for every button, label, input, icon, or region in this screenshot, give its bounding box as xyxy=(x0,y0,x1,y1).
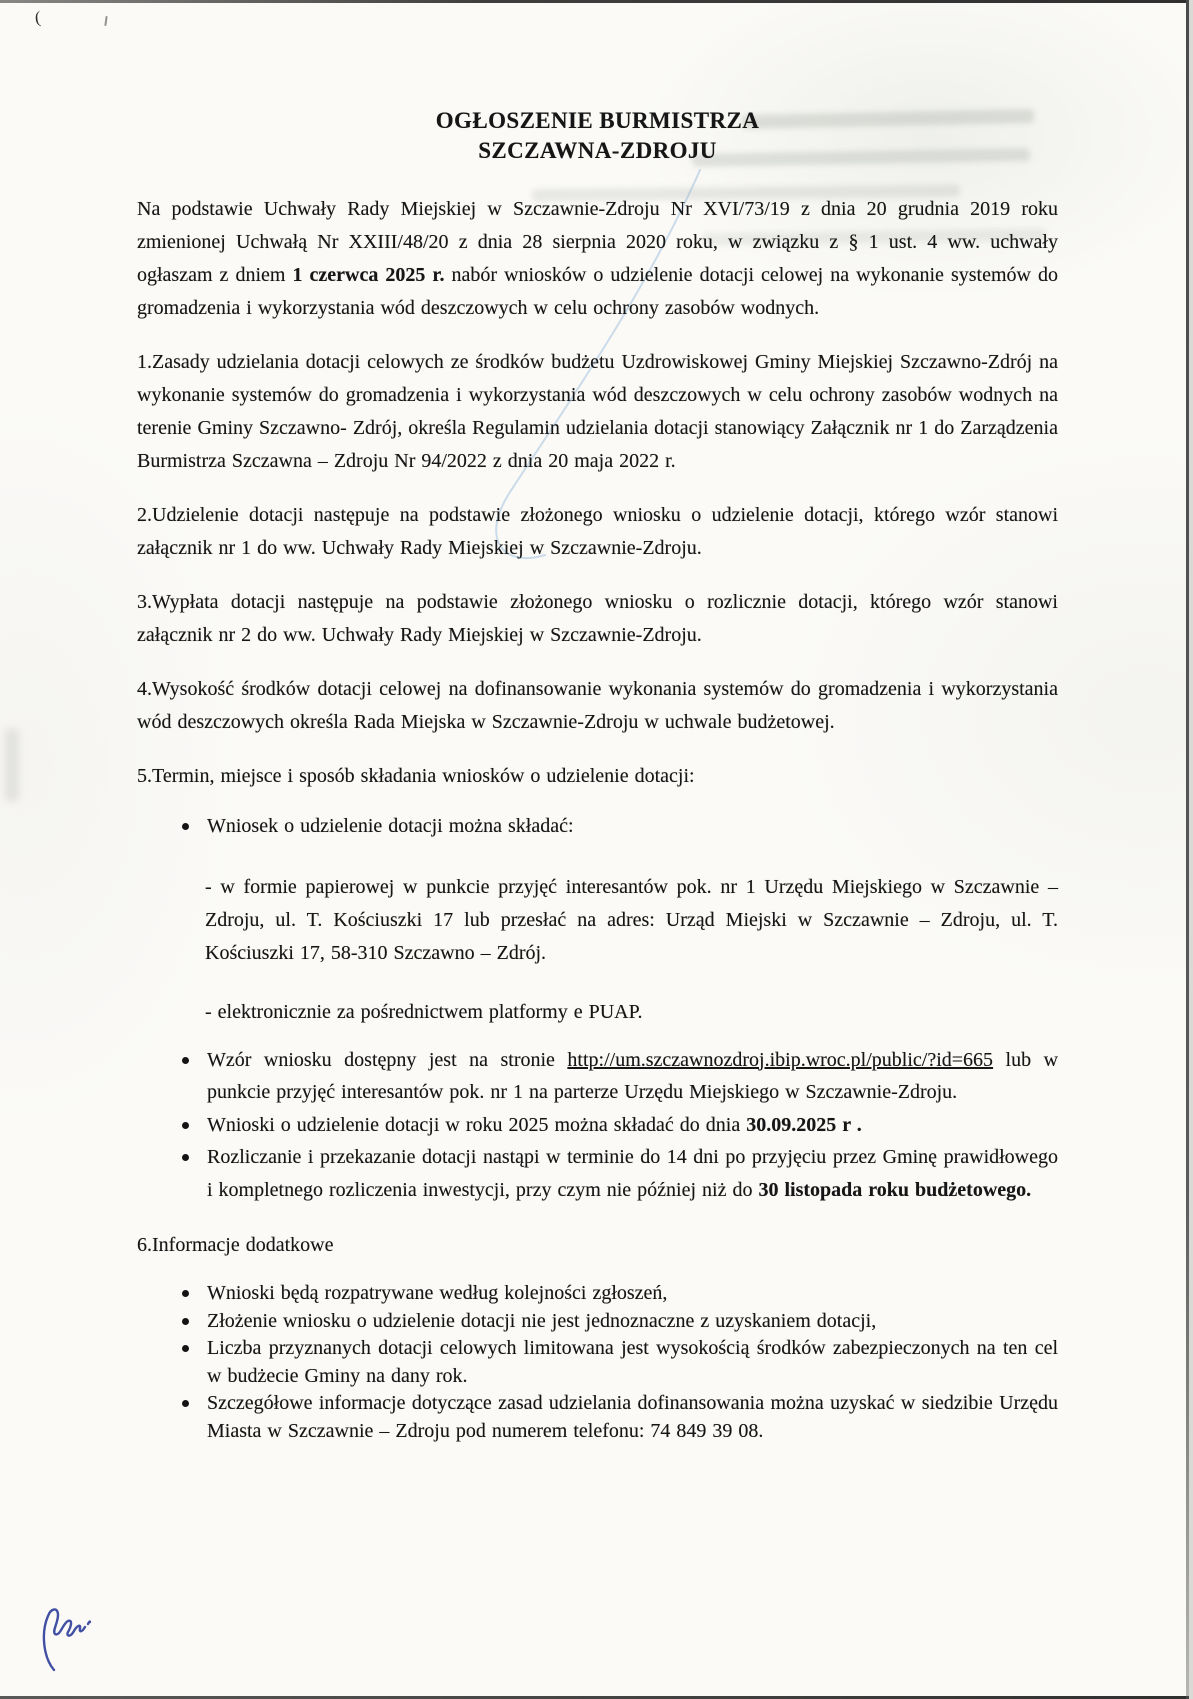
section-4-amount: 4.Wysokość środków dotacji celowej na dofinansowanie wykonania systemów do gromadzenia i wykorzystania wód deszczowych określa Rada Miejska w Szczawnie-Zdroju w uchwale budżetowej. xyxy=(137,678,1058,733)
bullet-submit-text: Wniosek o udzielenie dotacji można składać: xyxy=(207,815,574,837)
info-bullet-order: Wnioski będą rozpatrywane według kolejności zgłoszeń, xyxy=(137,1280,1058,1308)
intro-text-cont: nabór wniosków o udzielenie dotacji celowej na wykonanie systemów do gromadzenia i wykorzystania wód deszczowych w celu ochrony zasobów wodnych. xyxy=(137,264,1058,319)
scan-edge-right-line xyxy=(1186,0,1189,1699)
scan-smudge xyxy=(5,728,19,802)
title-line-2: SZCZAWNA-ZDROJU xyxy=(478,138,717,163)
info-bullet-limit: Liczba przyznanych dotacji celowych limitowana jest wysokością środków zabezpieczonych na ten cel w budżecie Gminy na dany rok. xyxy=(137,1335,1058,1390)
deadline-text: Wnioski o udzielenie dotacji w roku 2025 można składać do dnia xyxy=(207,1113,747,1136)
intro-text: Na podstawie Uchwały Rady Miejskiej w Szczawnie-Zdroju Nr XVI/73/19 z dnia 20 grudnia 2019 roku zmienionej Uchwałą Nr XXIII/48/20 z dnia 28 sierpnia 2020 roku, w związku z § 1 ust. 4 ww. uchwały ogłaszam z dniem xyxy=(137,198,1058,286)
template-text: Wzór wniosku dostępny jest na stronie xyxy=(207,1048,568,1071)
announcement-date: 1 czerwca 2025 r. xyxy=(292,264,445,286)
bullet-settlement xyxy=(137,1141,1058,1206)
submit-epuap-option: - elektronicznie za pośrednictwem platformy e PUAP. xyxy=(205,1000,643,1023)
settlement-text: Rozliczanie i przekazanie dotacji nastąpi w terminie do 14 dni po przyjęciu przez Gminę prawidłowego i kompletnego rozliczenia inwestycji, przy czym nie później niż do xyxy=(207,1146,1058,1201)
template-text-cont: lub w punkcie przyjęć interesantów pok. nr 1 na parterze Urzędu Miejskiego w Szczawnie-Zdroju. xyxy=(207,1048,1059,1103)
title-line-1: OGŁOSZENIE BURMISTRZA xyxy=(435,108,760,133)
document-title xyxy=(137,106,1058,166)
bullet-form-template xyxy=(137,1044,1058,1109)
document-content xyxy=(137,106,1058,1445)
application-form-url: http://um.szczawnozdroj.ibip.wroc.pl/public/?id=665 xyxy=(567,1048,994,1071)
section-1-rules: 1.Zasady udzielania dotacji celowych ze środków budżetu Uzdrowiskowej Gminy Miejskiej Szczawno-Zdrój na wykonanie systemów do gromadzenia i wykorzystania wód deszczowych w celu ochrony zasobów wodnych na terenie Gminy Szczawno- Zdrój, określa Regulamin udzielania dotacji stanowiący Załącznik nr 1 do Zarządzenia Burmistrza Szczawna – Zdroju Nr 94/2022 z dnia 20 maja 2022 r. xyxy=(137,351,1058,472)
deadline-date: 30.09.2025 r . xyxy=(746,1113,862,1136)
scan-edge-top xyxy=(0,0,1193,3)
section-3-payout: 3.Wypłata dotacji następuje na podstawie złożonego wniosku o rozlicznie dotacji, którego wzór stanowi załącznik nr 2 do ww. Uchwały Rady Miejskiej w Szczawnie-Zdroju. xyxy=(137,591,1058,646)
bullet-submit-methods xyxy=(137,810,1058,843)
section-6-additional-info: 6.Informacje dodatkowe xyxy=(137,1234,334,1256)
scan-artifact-mark: ( xyxy=(33,7,42,28)
intro-paragraph xyxy=(137,193,1058,325)
section-5-terms: 5.Termin, miejsce i sposób składania wniosków o udzielenie dotacji: xyxy=(137,765,695,787)
signature-initials xyxy=(36,1604,100,1678)
scan-edge-right-band xyxy=(1189,0,1193,1699)
bullet-deadline xyxy=(137,1109,1058,1142)
settlement-date: 30 listopada roku budżetowego. xyxy=(758,1178,1032,1201)
scan-artifact-speck xyxy=(104,16,107,26)
info-bullet-contact: Szczegółowe informacje dotyczące zasad udzielania dofinansowania można uzyskać w siedzibie Urzędu Miasta w Szczawnie – Zdroju pod numerem telefonu: 74 849 39 08. xyxy=(137,1390,1058,1445)
submit-paper-option: - w formie papierowej w punkcie przyjęć interesantów pok. nr 1 Urzędu Miejskiego w Szczawnie – Zdroju, ul. T. Kościuszki 17 lub przesłać na adres: Urząd Miejski w Szczawnie – Zdroju, ul. T. Kościuszki 17, 58-310 Szczawno – Zdrój. xyxy=(205,875,1058,964)
info-bullet-no-guarantee: Złożenie wniosku o udzielenie dotacji nie jest jednoznaczne z uzyskaniem dotacji, xyxy=(137,1308,1058,1336)
section-2-grant: 2.Udzielenie dotacji następuje na podstawie złożonego wniosku o udzielenie dotacji, którego wzór stanowi załącznik nr 1 do ww. Uchwały Rady Miejskiej w Szczawnie-Zdroju. xyxy=(137,504,1058,559)
